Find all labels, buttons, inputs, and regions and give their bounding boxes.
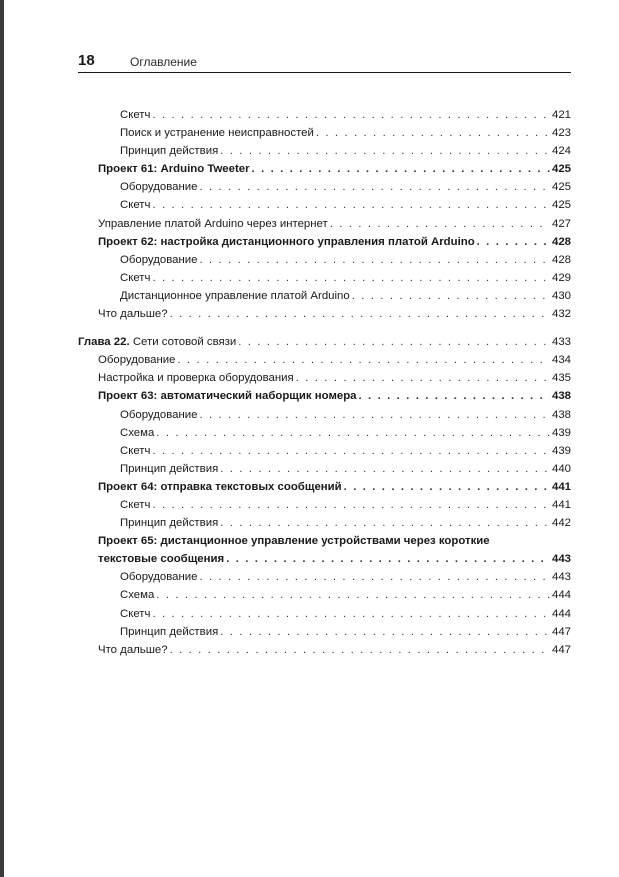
toc-entry-title: Проект 65: дистанционное управление устройствами через короткие (98, 535, 490, 548)
dot-leader (344, 478, 550, 496)
toc-entry-page: 425 (551, 199, 571, 212)
toc-entry[interactable] (78, 568, 571, 586)
toc-entry-page: 441 (551, 480, 571, 493)
toc-entry-title: Скетч (120, 271, 151, 284)
toc-entry[interactable] (78, 424, 571, 442)
toc-entry-page: 430 (551, 289, 571, 302)
toc-entry-page: 438 (551, 408, 571, 421)
toc-entry-title: Оборудование (98, 354, 176, 367)
dot-leader (220, 623, 550, 641)
toc-entry-title-line1 (98, 532, 571, 550)
dot-leader (220, 142, 550, 160)
toc-section-entry[interactable] (78, 215, 571, 233)
toc-entry-title: Скетч (120, 109, 151, 121)
dot-leader (199, 406, 550, 424)
toc-section-entry[interactable] (78, 369, 571, 387)
toc-entry-title: Что дальше? (98, 643, 168, 656)
toc-entry-page: 440 (551, 462, 571, 475)
toc-entry[interactable] (78, 605, 571, 623)
toc-entry-page: 434 (551, 354, 571, 367)
toc-entry[interactable] (78, 442, 571, 460)
toc-entry[interactable] (78, 269, 571, 287)
toc-entry-page: 427 (551, 217, 571, 230)
toc-entry-title: Управление платой Arduino через интернет (98, 217, 328, 230)
toc-entry[interactable] (78, 178, 571, 196)
toc-project-entry[interactable] (78, 532, 571, 568)
toc-entry-page: 444 (551, 589, 571, 602)
page-number: 18 (78, 52, 95, 69)
dot-leader (330, 215, 550, 233)
toc-entry-page: 425 (551, 181, 571, 194)
toc-entry[interactable] (78, 496, 571, 514)
toc-entry[interactable] (78, 106, 571, 124)
toc-entry-title: Поиск и устранение неисправностей (120, 127, 314, 140)
toc-section-entry[interactable] (78, 351, 571, 369)
toc-entry[interactable] (78, 406, 571, 424)
running-head: Оглавление (130, 55, 197, 69)
toc-entry-title: Проект 63: автоматический наборщик номера (98, 390, 357, 403)
toc-chapter-title (78, 333, 236, 351)
toc-entry-title: Скетч (120, 498, 151, 511)
toc-entry-page: 428 (551, 253, 571, 266)
dot-leader (220, 514, 550, 532)
toc-entry[interactable] (78, 586, 571, 604)
toc-entry-title: Проект 62: настройка дистанционного управления платой Arduino (98, 235, 475, 248)
dot-leader (252, 160, 550, 178)
toc-entry-title: Оборудование (120, 408, 198, 421)
dot-leader (152, 442, 550, 460)
toc-entry-title: Что дальше? (98, 308, 168, 321)
toc-entry-title: Проект 61: Arduino Tweeter (98, 163, 250, 176)
dot-leader (226, 550, 550, 568)
dot-leader (156, 586, 550, 604)
toc-entry-title: Оборудование (120, 571, 198, 584)
dot-leader (177, 351, 550, 369)
toc-project-entry[interactable] (78, 478, 571, 496)
dot-leader (170, 305, 550, 323)
toc-entry-title: Настройка и проверка оборудования (98, 372, 294, 385)
page-edge (0, 0, 4, 877)
dot-leader (152, 269, 550, 287)
toc-entry-page: 423 (551, 127, 571, 140)
toc-entry-title: Принцип действия (120, 462, 219, 475)
toc-entry-title: Принцип действия (120, 517, 219, 530)
dot-leader (477, 233, 550, 251)
page-header (78, 52, 571, 73)
toc-entry-page: 441 (551, 498, 571, 511)
toc-entry-page: 447 (551, 625, 571, 638)
toc-entry-title: Проект 64: отправка текстовых сообщений (98, 480, 342, 493)
toc-entry-title: Схема (120, 426, 155, 439)
toc-entry-page: 447 (551, 643, 571, 656)
toc-entry[interactable] (78, 142, 571, 160)
toc-entry-title: Схема (120, 589, 155, 602)
table-of-contents (78, 106, 571, 659)
toc-entry-page: 442 (551, 517, 571, 530)
toc-entry-title-line2 (98, 550, 571, 568)
dot-leader (352, 287, 550, 305)
dot-leader (152, 196, 550, 214)
dot-leader (359, 387, 550, 405)
toc-chapter-entry[interactable] (78, 333, 571, 351)
dot-leader (238, 333, 550, 351)
toc-entry-page: 429 (551, 271, 571, 284)
toc-entry[interactable] (78, 251, 571, 269)
toc-entry-title: Оборудование (120, 253, 198, 266)
toc-entry-title: Дистанционное управление платой Arduino (120, 289, 350, 302)
dot-leader (296, 369, 550, 387)
toc-section-entry[interactable] (78, 305, 571, 323)
toc-entry-title: Скетч (120, 444, 151, 457)
dot-leader (199, 251, 550, 269)
dot-leader (156, 424, 550, 442)
toc-entry[interactable] (78, 514, 571, 532)
toc-entry-title: Принцип действия (120, 625, 219, 638)
toc-entry-page: 421 (551, 109, 571, 121)
dot-leader (220, 460, 550, 478)
toc-entry-title: Скетч (120, 199, 151, 212)
toc-entry[interactable] (78, 124, 571, 142)
toc-entry[interactable] (78, 460, 571, 478)
toc-entry[interactable] (78, 196, 571, 214)
toc-entry-title: Оборудование (120, 181, 198, 194)
toc-entry-page: 443 (551, 571, 571, 584)
chapter-name: Сети сотовой связи (132, 336, 237, 349)
dot-leader (152, 496, 550, 514)
toc-entry[interactable] (78, 287, 571, 305)
dot-leader (199, 178, 550, 196)
chapter-number: Глава 22. (78, 336, 130, 349)
toc-entry-page: 435 (551, 372, 571, 385)
toc-entry-title-continued: текстовые сообщения (98, 553, 225, 566)
dot-leader (316, 124, 550, 142)
toc-entry-page: 444 (551, 607, 571, 620)
toc-section-entry[interactable] (78, 641, 571, 659)
dot-leader (199, 568, 550, 586)
toc-entry-page: 443 (551, 553, 571, 566)
dot-leader (170, 641, 550, 659)
toc-entry[interactable] (78, 623, 571, 641)
toc-entry-title: Скетч (120, 607, 151, 620)
toc-project-entry[interactable] (78, 160, 571, 178)
toc-project-entry[interactable] (78, 387, 571, 405)
toc-entry-title: Принцип действия (120, 145, 219, 158)
toc-entry-page: 424 (551, 145, 571, 158)
toc-entry-page: 433 (551, 336, 571, 349)
dot-leader (152, 106, 550, 124)
toc-project-entry[interactable] (78, 233, 571, 251)
dot-leader (152, 605, 550, 623)
toc-entry-page: 439 (551, 444, 571, 457)
toc-entry-page: 432 (551, 308, 571, 321)
toc-entry-page: 439 (551, 426, 571, 439)
toc-entry-page: 438 (551, 390, 571, 403)
toc-entry-page: 428 (551, 235, 571, 248)
toc-entry-page: 425 (551, 163, 571, 176)
